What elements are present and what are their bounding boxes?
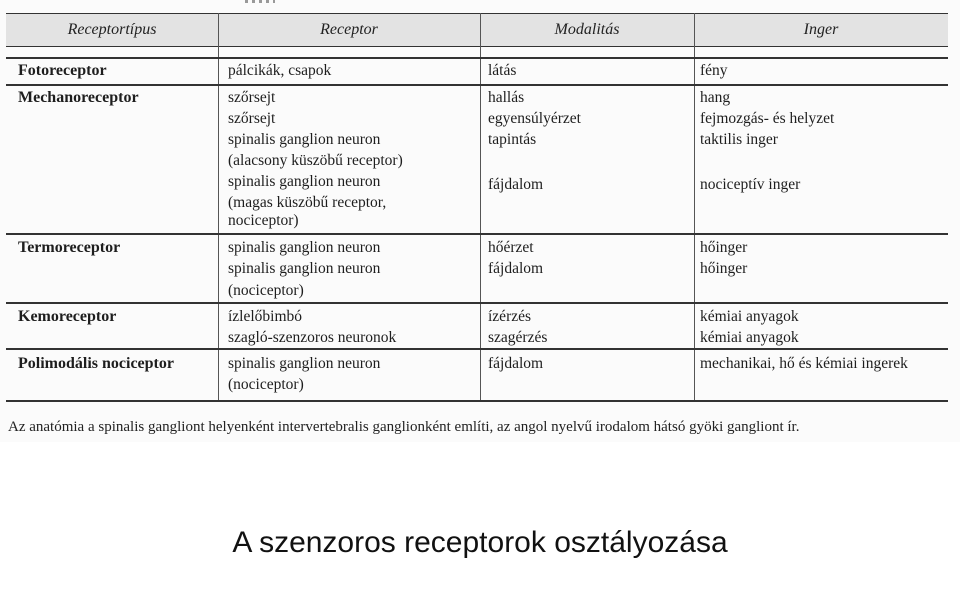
header-modality: Modalitás (554, 21, 620, 38)
category-label: Termoreceptor (18, 239, 121, 256)
footnote: Az anatómia a spinalis gangliont helyenként intervertebralis ganglionként említi, az angol nyelvű irodalom hátsó gyöki gangliont ír. (8, 419, 800, 435)
receptor-cell: szőrsejt (228, 89, 276, 106)
modality-cell: hallás (488, 89, 525, 106)
receptor-cell-note: (nociceptor) (228, 282, 304, 299)
stimulus-cell: hőinger (700, 260, 748, 277)
category-label: Polimodális nociceptor (18, 355, 174, 372)
header-stimulus: Inger (803, 21, 839, 38)
modality-cell: tapintás (488, 131, 537, 148)
category-label: Kemoreceptor (18, 308, 117, 325)
receptor-cell: spinalis ganglion neuron (228, 355, 381, 372)
table-bottom-rule (6, 400, 948, 402)
stimulus-cell: taktilis inger (700, 131, 778, 148)
stimulus-cell: hőinger (700, 239, 748, 256)
modality-cell: látás (488, 62, 517, 79)
stimulus-cell: hang (700, 89, 731, 106)
receptor-cell-note: nociceptor) (228, 212, 299, 229)
receptor-cell: szőrsejt (228, 110, 276, 127)
table-header-row (6, 13, 948, 47)
stimulus-cell: fény (700, 62, 728, 79)
modality-cell: fájdalom (488, 176, 544, 193)
receptor-cell: spinalis ganglion neuron (228, 239, 381, 256)
receptor-cell: ízlelőbimbó (228, 308, 303, 325)
modality-cell: fájdalom (488, 260, 544, 277)
category-label: Fotoreceptor (18, 62, 107, 79)
receptor-cell-note: (magas küszöbű receptor, (228, 194, 387, 211)
category-label: Mechanoreceptor (18, 89, 139, 106)
slide-caption: A szenzoros receptorok osztályozása (232, 526, 728, 559)
receptor-cell-note: (nociceptor) (228, 376, 304, 393)
row-separator (6, 348, 948, 350)
column-divider (694, 13, 695, 402)
row-separator (6, 302, 948, 304)
table-rule (6, 57, 948, 59)
row-separator (6, 84, 948, 86)
stimulus-cell: mechanikai, hő és kémiai ingerek (700, 355, 908, 372)
column-divider (218, 13, 219, 402)
modality-cell: hőérzet (488, 239, 534, 256)
receptor-cell: szagló-szenzoros neuronok (228, 329, 397, 346)
header-receptor-type: Receptortípus (67, 21, 157, 38)
stimulus-cell: kémiai anyagok (700, 308, 799, 325)
row-separator (6, 233, 948, 235)
stimulus-cell: kémiai anyagok (700, 329, 799, 346)
scan-artifact (245, 0, 275, 3)
modality-cell: fájdalom (488, 355, 544, 372)
modality-cell: ízérzés (488, 308, 532, 325)
modality-cell: egyensúlyérzet (488, 110, 581, 127)
receptor-cell: spinalis ganglion neuron (228, 173, 381, 190)
header-receptor: Receptor (320, 21, 378, 38)
receptor-cell: spinalis ganglion neuron (228, 131, 381, 148)
receptor-cell: spinalis ganglion neuron (228, 260, 381, 277)
stimulus-cell: fejmozgás- és helyzet (700, 110, 835, 127)
receptor-cell-note: (alacsony küszöbű receptor) (228, 152, 403, 169)
column-divider (480, 13, 481, 402)
receptor-cell: pálcikák, csapok (228, 62, 332, 79)
stimulus-cell: nociceptív inger (700, 176, 801, 193)
modality-cell: szagérzés (488, 329, 548, 346)
